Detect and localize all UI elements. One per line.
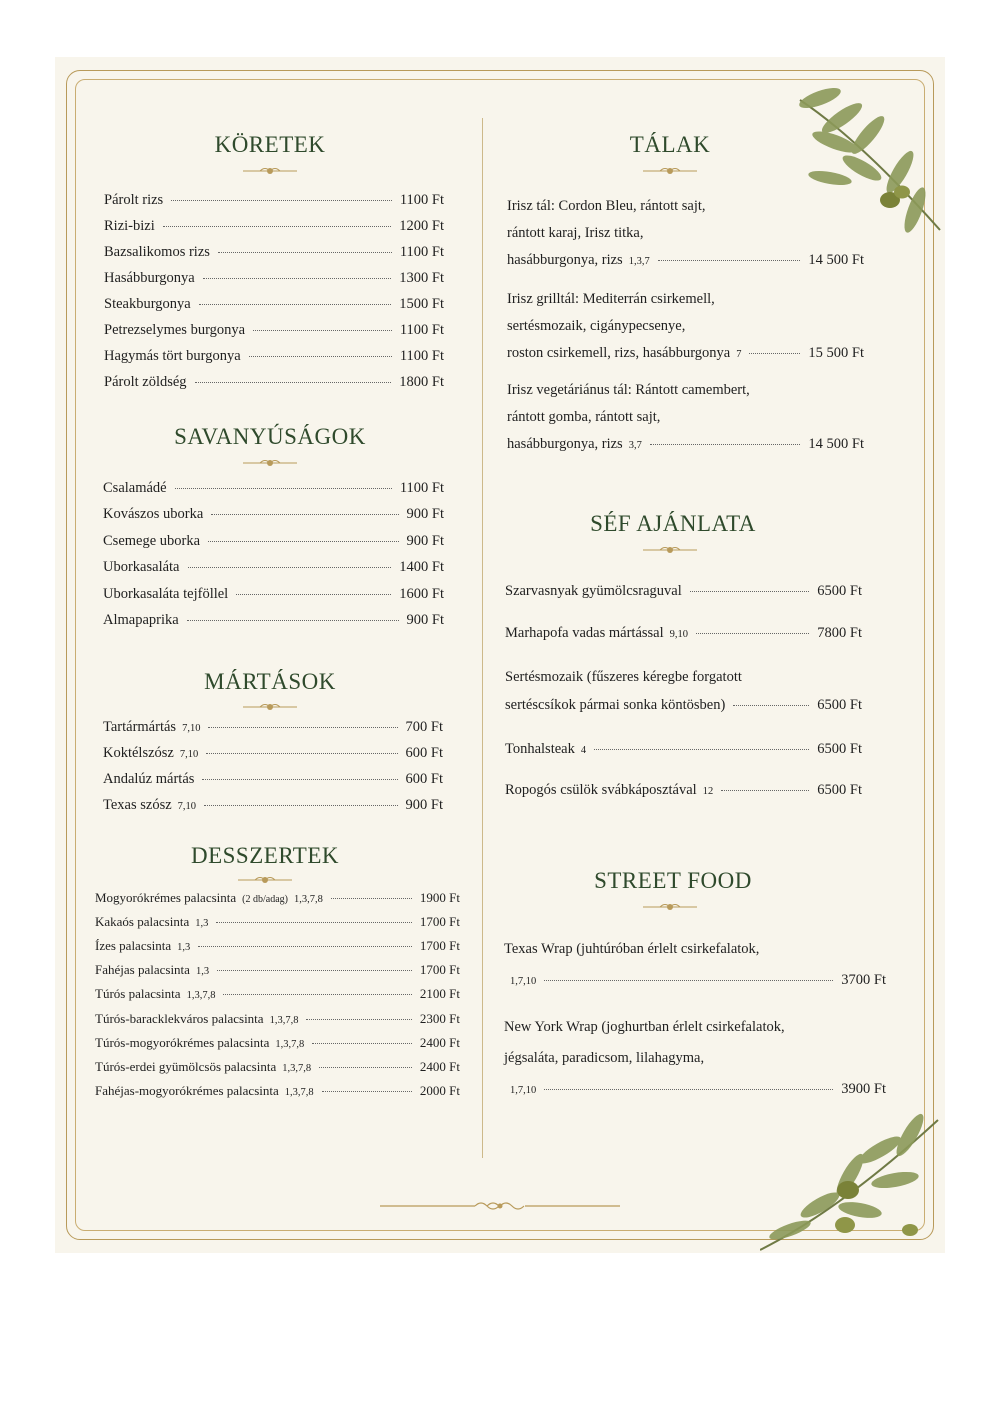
- dot-leader: [208, 727, 397, 728]
- menu-item-row: [95, 1011, 460, 1027]
- dot-leader: [208, 541, 398, 542]
- dot-leader: [206, 753, 397, 754]
- section-ornament: [243, 702, 297, 712]
- item-name: Rizi-bizi: [104, 218, 155, 234]
- menu-item-row: [103, 506, 444, 523]
- item-name: Steakburgonya: [104, 296, 191, 312]
- menu-item-row: [505, 697, 862, 714]
- item-name: Bazsalikomos rizs: [104, 244, 210, 260]
- item-name: Hasábburgonya: [104, 270, 195, 286]
- item-name: Túrós-baracklekváros palacsinta: [95, 1010, 264, 1026]
- section-ornament: [643, 902, 697, 912]
- dot-leader: [175, 488, 392, 489]
- menu-item-row: [103, 719, 443, 736]
- menu-item-row: [505, 583, 862, 600]
- item-price: 1100 Ft: [399, 480, 444, 496]
- menu-item-row: [95, 986, 460, 1002]
- menu-item-row: [104, 322, 444, 339]
- item-name: Petrezselymes burgonya: [104, 322, 246, 338]
- dot-leader: [171, 200, 392, 201]
- item-description-line: Sertésmozaik (fűszeres kéregbe forgatott: [505, 669, 742, 685]
- section-ornament: [238, 875, 292, 885]
- item-price: 3900 Ft: [841, 1081, 886, 1097]
- item-description-line: Irisz grilltál: Mediterrán csirkemell,: [507, 291, 715, 307]
- dot-leader: [216, 922, 412, 923]
- section-title-desszertek: DESSZERTEK: [190, 843, 339, 868]
- olive-branch-bottom-right: [760, 1110, 940, 1255]
- dot-leader: [749, 353, 800, 354]
- item-name: Tartármártás: [103, 719, 177, 735]
- item-allergens: 12: [702, 786, 714, 797]
- section-ornament: [643, 545, 697, 555]
- item-price: 1400 Ft: [399, 559, 444, 576]
- dot-leader: [594, 749, 809, 750]
- item-name: sertéscsíkok pármai sonka köntösben): [505, 697, 726, 713]
- item-allergens: 7,10: [179, 749, 199, 760]
- dot-leader: [249, 356, 392, 357]
- item-name: Uborkasaláta tejföllel: [103, 585, 229, 602]
- item-name: Andalúz mártás: [103, 771, 195, 787]
- item-allergens: 1,3,7,8: [275, 1038, 305, 1050]
- item-price: 6500 Ft: [817, 697, 862, 713]
- menu-item-row: [95, 1059, 460, 1075]
- menu-item-row: [103, 745, 443, 762]
- item-description-line: Irisz tál: Cordon Bleu, rántott sajt,: [507, 198, 706, 214]
- item-price: 900 Ft: [406, 612, 444, 628]
- section-ornament: [643, 166, 697, 176]
- item-name: Túrós-erdei gyümölcsös palacsinta: [95, 1058, 277, 1074]
- item-name: Túrós palacsinta: [95, 986, 181, 1002]
- section-title-martasok: MÁRTÁSOK: [204, 669, 336, 694]
- dot-leader: [217, 970, 412, 971]
- item-allergens: 4: [580, 745, 587, 756]
- item-name: Fahéjas palacsinta: [95, 962, 190, 978]
- item-price: 700 Ft: [405, 719, 443, 735]
- item-price: 6500 Ft: [817, 782, 862, 798]
- item-note: (2 db/adag): [242, 894, 288, 905]
- menu-item-row: [504, 972, 886, 989]
- menu-item-row: [104, 244, 444, 261]
- dot-leader: [721, 790, 809, 791]
- dot-leader: [202, 779, 397, 780]
- item-price: 1100 Ft: [399, 348, 444, 364]
- olive-branch-top-right: [790, 80, 945, 240]
- dot-leader: [203, 278, 392, 279]
- item-allergens: 1,3,7,8: [186, 990, 216, 1002]
- item-allergens: 1,3,7,8: [269, 1014, 299, 1026]
- item-price: 1700 Ft: [419, 962, 460, 978]
- column-divider: [482, 118, 483, 1158]
- menu-item-row: [505, 741, 862, 758]
- item-allergens: 1,3,7,8: [293, 894, 323, 905]
- item-price: 1500 Ft: [399, 296, 444, 312]
- dot-leader: [195, 382, 392, 383]
- menu-item-row: [507, 252, 864, 269]
- menu-item-row: [507, 436, 864, 453]
- dot-leader: [319, 1067, 412, 1068]
- item-name: Texas szósz: [103, 797, 172, 813]
- item-name: Ízes palacsinta: [95, 938, 172, 954]
- menu-item-row: [104, 374, 444, 391]
- item-price: 600 Ft: [405, 745, 443, 761]
- menu-item-row: [95, 938, 460, 954]
- item-name: Párolt zöldség: [104, 374, 187, 390]
- item-price: 6500 Ft: [817, 583, 862, 599]
- menu-item-row: [103, 771, 443, 788]
- menu-item-row: [103, 559, 444, 576]
- dot-leader: [331, 898, 412, 899]
- menu-item-row: [95, 890, 460, 906]
- item-allergens: 7: [736, 349, 742, 360]
- item-description-line: jégsaláta, paradicsom, lilahagyma,: [504, 1050, 705, 1066]
- item-price: 2100 Ft: [419, 986, 460, 1002]
- menu-item-row: [103, 533, 444, 550]
- item-allergens: 1,3: [177, 942, 191, 954]
- item-name: hasábburgonya, rizs: [507, 252, 623, 268]
- dot-leader: [322, 1091, 412, 1092]
- item-price: 15 500 Ft: [808, 345, 864, 361]
- item-allergens: 3,7: [628, 440, 642, 451]
- menu-item-row: [104, 270, 444, 287]
- dot-leader: [658, 260, 801, 261]
- section-ornament: [243, 458, 297, 468]
- item-price: 1100 Ft: [399, 192, 444, 208]
- menu-item-row: [505, 782, 862, 799]
- item-allergens: 1,3: [195, 966, 210, 978]
- item-description-line: rántott gomba, rántott sajt,: [507, 409, 661, 425]
- item-price: 6500 Ft: [817, 741, 862, 757]
- item-name: Koktélszósz: [103, 745, 174, 761]
- item-price: 1700 Ft: [419, 938, 460, 954]
- item-price: 7800 Ft: [817, 625, 862, 641]
- item-name: Ropogós csülök svábkáposztával: [505, 782, 697, 798]
- dot-leader: [312, 1043, 412, 1044]
- item-price: 1800 Ft: [399, 374, 444, 390]
- item-description-line: Irisz vegetáriánus tál: Rántott camembert,: [507, 382, 750, 398]
- item-price: 1100 Ft: [399, 244, 444, 260]
- item-price: 600 Ft: [405, 771, 443, 787]
- item-description-line: Texas Wrap (juhtúróban érlelt csirkefalatok,: [504, 941, 760, 957]
- item-name: Marhapofa vadas mártással: [505, 625, 664, 641]
- dot-leader: [544, 980, 833, 981]
- dot-leader: [163, 226, 392, 227]
- item-name: Tonhalsteak: [505, 741, 575, 757]
- dot-leader: [199, 304, 392, 305]
- item-description-line: New York Wrap (joghurtban érlelt csirkefalatok,: [504, 1019, 785, 1035]
- item-name: Uborkasaláta: [103, 559, 180, 576]
- item-price: 900 Ft: [406, 506, 444, 523]
- menu-item-row: [103, 797, 443, 814]
- item-price: 900 Ft: [405, 797, 443, 813]
- item-allergens: 7,10: [182, 723, 201, 734]
- menu-item-row: [104, 348, 444, 365]
- item-name: hasábburgonya, rizs: [507, 436, 623, 452]
- dot-leader: [218, 252, 392, 253]
- menu-item-row: [504, 1081, 886, 1098]
- item-price: 14 500 Ft: [808, 252, 864, 268]
- item-name: Almapaprika: [103, 612, 179, 628]
- dot-leader: [188, 567, 392, 568]
- dot-leader: [223, 994, 411, 995]
- item-name: Szarvasnyak gyümölcsraguval: [505, 583, 682, 599]
- menu-item-row: [104, 192, 444, 209]
- item-allergens: 1,3: [195, 918, 209, 930]
- menu-item-row: [95, 1035, 460, 1051]
- dot-leader: [306, 1019, 411, 1020]
- bottom-ornament: [380, 1198, 620, 1214]
- item-allergens: 1,3,7: [628, 256, 650, 267]
- menu-item-row: [103, 586, 444, 603]
- item-price: 1900 Ft: [419, 890, 460, 905]
- item-price: 14 500 Ft: [808, 436, 864, 452]
- menu-item-row: [95, 914, 460, 930]
- item-name: Kakaós palacsinta: [95, 914, 190, 930]
- item-price: 2400 Ft: [419, 1034, 460, 1050]
- dot-leader: [696, 633, 809, 634]
- menu-item-row: [103, 612, 444, 629]
- section-title-savanyusagok: SAVANYÚSÁGOK: [174, 424, 366, 449]
- item-name: Kovászos uborka: [103, 506, 204, 523]
- item-name: Túrós-mogyorókrémes palacsinta: [95, 1034, 270, 1050]
- dot-leader: [187, 620, 399, 621]
- item-price: 900 Ft: [406, 532, 444, 549]
- dot-leader: [650, 444, 801, 445]
- item-name: Hagymás tört burgonya: [104, 348, 241, 364]
- dot-leader: [733, 705, 809, 706]
- dot-leader: [204, 805, 398, 806]
- item-price: 1100 Ft: [399, 322, 444, 338]
- menu-item-row: [95, 1083, 460, 1099]
- item-name: Mogyorókrémes palacsinta: [95, 890, 237, 905]
- item-price: 2000 Ft: [419, 1082, 460, 1098]
- item-allergens: 7,10: [177, 801, 197, 812]
- menu-item-row: [505, 625, 862, 642]
- item-allergens: 1,7,10: [510, 1085, 537, 1096]
- item-name: Fahéjas-mogyorókrémes palacsinta: [95, 1082, 279, 1098]
- item-name: Csemege uborka: [103, 532, 201, 549]
- item-name: roston csirkemell, rizs, hasábburgonya: [507, 345, 731, 361]
- dot-leader: [253, 330, 392, 331]
- menu-item-row: [103, 480, 444, 497]
- item-price: 1300 Ft: [399, 270, 444, 286]
- dot-leader: [198, 946, 412, 947]
- section-title-talak: TÁLAK: [629, 132, 711, 157]
- item-name: Csalamádé: [103, 480, 167, 496]
- item-allergens: 9,10: [669, 629, 689, 640]
- item-allergens: 1,7,10: [510, 976, 537, 987]
- dot-leader: [690, 591, 810, 592]
- item-allergens: 1,3,7,8: [282, 1062, 312, 1074]
- section-title-koretek: KÖRETEK: [214, 132, 326, 157]
- dot-leader: [211, 514, 398, 515]
- item-price: 1600 Ft: [399, 585, 444, 602]
- item-description-line: sertésmozaik, cigánypecsenye,: [507, 318, 686, 334]
- item-price: 2400 Ft: [419, 1058, 460, 1074]
- menu-item-row: [95, 962, 460, 978]
- item-price: 3700 Ft: [841, 972, 886, 988]
- section-ornament: [243, 166, 297, 176]
- item-allergens: 1,3,7,8: [284, 1086, 314, 1098]
- item-price: 1700 Ft: [419, 914, 460, 930]
- dot-leader: [544, 1089, 833, 1090]
- dot-leader: [236, 594, 391, 595]
- menu-item-row: [507, 345, 864, 362]
- item-price: 1200 Ft: [399, 218, 444, 234]
- section-title-street-food: STREET FOOD: [594, 868, 752, 893]
- menu-item-row: [104, 296, 444, 313]
- item-description-line: rántott karaj, Irisz titka,: [507, 225, 644, 241]
- item-price: 2300 Ft: [419, 1010, 460, 1026]
- section-title-sef-ajanlata: SÉF AJÁNLATA: [590, 511, 756, 536]
- item-name: Párolt rizs: [104, 192, 164, 208]
- menu-item-row: [104, 218, 444, 235]
